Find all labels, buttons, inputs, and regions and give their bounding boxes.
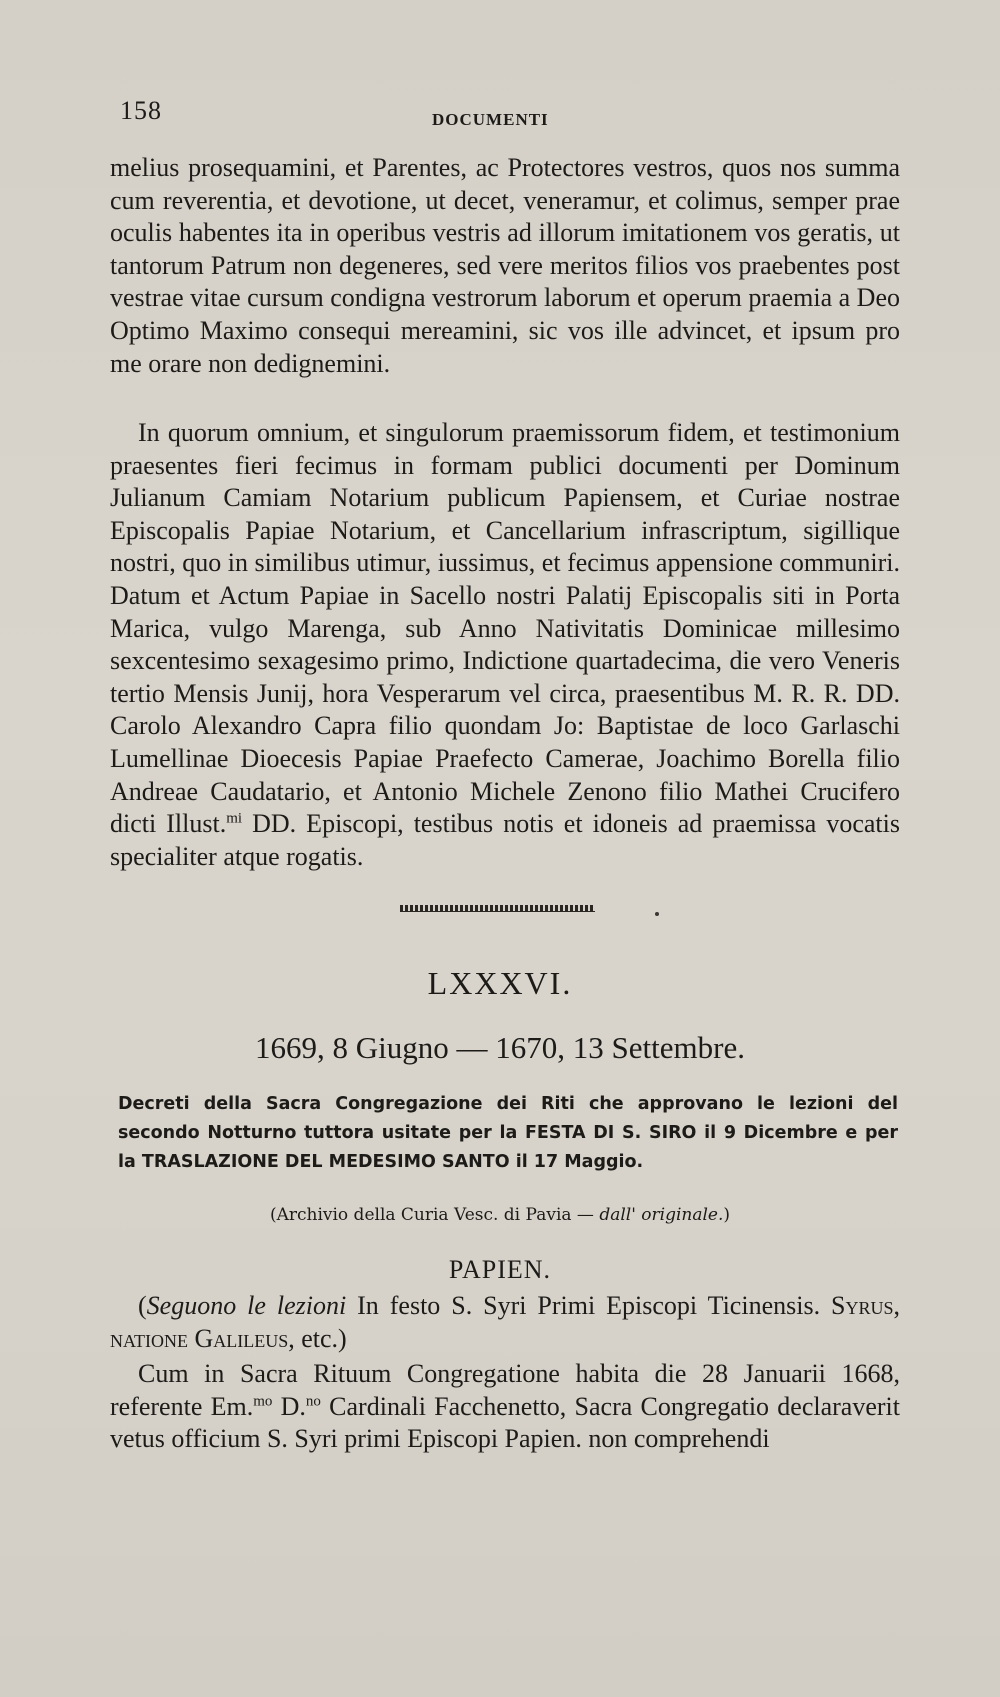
source-italic: dall' originale. xyxy=(599,1205,724,1225)
decree-text-3: Cardinali Facchenetto, Sacra Congregatio declaraverit vetus officium S. Syri primi Episcopi Papien. non comprehendi xyxy=(110,1391,900,1454)
superscript-no: no xyxy=(305,1392,321,1409)
decree-paragraph xyxy=(110,1358,900,1456)
superscript-mo: mo xyxy=(253,1392,273,1409)
attestation-text-end: DD. Episcopi, testibus notis et idoneis ad praemissa vocatis specialiter atque rogatis. xyxy=(110,809,900,871)
note-open-paren: ( xyxy=(138,1291,147,1320)
continuation-text: melius prosequamini, et Parentes, ac Protectores vestros, quos nos summa cum reverentia, et devotione, ut decet, veneramur, et colimus, semper prae oculis habentes ita in operibus vestris ad illorum imitationem vos geratis, ut tantorum Patrum non degeneres, sed vere meritos filios vos praebentes post vestrae vitae cursum condigna vestrorum laborum et operum praemia a Deo Optimo Maximo consequi mereamini, sic vos ille advincet, et ipsum pro me orare non dedignemini. xyxy=(110,153,900,378)
source-close: ) xyxy=(723,1205,731,1225)
superscript-mi: mi xyxy=(226,810,243,827)
lessons-note xyxy=(110,1290,900,1355)
document-source xyxy=(0,1205,1000,1225)
note-text: In festo S. Syri Primi Episcopi Ticinensis. xyxy=(346,1291,832,1320)
section-divider xyxy=(400,905,595,912)
document-summary: Decreti della Sacra Congregazione dei Riti che approvano le lezioni del secondo Notturno tuttora usitate per la FESTA DI S. SIRO il 9 Dicembre e per la TRASLAZIONE DEL MEDESIMO SANTO il 17 Maggio. xyxy=(118,1094,898,1172)
decree-text-2: D. xyxy=(272,1391,306,1421)
attestation-text: In quorum omnium, et singulorum praemissorum fidem, et testimonium praesentes fieri fecimus in formam publici documenti per Dominum Julianum Camiam Notarium publicum Papiensem, et Curiae nostrae Episcopalis Papiae Notarium, et Cancellarium infrascriptum, sigillique nostri, quo in similibus utimur, iussimus, et fecimus appensione communiri. Datum et Actum Papiae in Sacello nostri Palatij Episcopalis siti in Porta Marica, vulgo Marenga, sub Anno Nativitatis Dominicae millesimo sexcentesimo sexagesimo primo, Indictione quartadecima, die vero Veneris tertio Mensis Junij, hora Vesperarum vel circa, praesentibus M. R. R. DD. Carolo Alexandro Capra filio quondam Jo: Baptistae de loco Garlaschi Lumellinae Dioecesis Papiae Praefecto Camerae, Joachimo Borella filio Andreae Caudatario, et Antonio Michele Zenono filio Mathei Crucifero dicti Illust. xyxy=(110,418,900,839)
divider-dot xyxy=(655,912,659,916)
document-place: PAPIEN. xyxy=(448,1255,552,1284)
note-italic: Seguono le lezioni xyxy=(146,1291,347,1320)
note-smallcaps: Syrus, natione Galileus, xyxy=(110,1291,900,1353)
document-number: LXXXVI. xyxy=(427,965,573,1001)
page-number: 158 xyxy=(120,96,162,125)
running-title: DOCUMENTI xyxy=(432,110,549,129)
decree-text-1: Cum in Sacra Rituum Congregatione habita die 28 Januarii 1668, referente Em. xyxy=(110,1359,900,1421)
attestation-paragraph xyxy=(110,417,900,873)
note-close: etc.) xyxy=(294,1323,347,1353)
document-date: 1669, 8 Giugno — 1670, 13 Settembre. xyxy=(255,1030,745,1065)
continuation-paragraph xyxy=(110,152,900,380)
source-text: (Archivio della Curia Vesc. di Pavia — xyxy=(269,1205,600,1225)
